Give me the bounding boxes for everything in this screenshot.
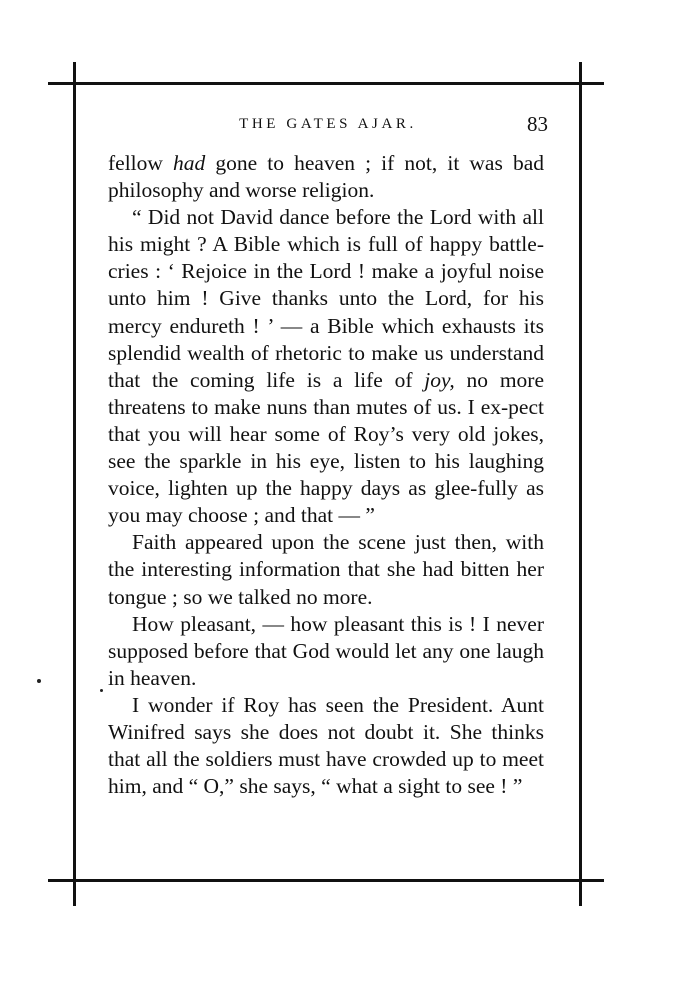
text-run: no more threatens to make nuns than mutes of us. I ex-pect that you will hear some of Roy’s very old jokes, see the sparkle in his eye, listen to his laughing voice, lighten up the happy days as glee-fully as you may choose ; and that — ” [108,367,544,528]
italic-text-run: had [173,151,206,175]
text-run: Faith appeared upon the scene just then, with the interesting information that she had bitten her tongue ; so we talked no more. [108,530,544,609]
page-body-text [108,150,544,800]
body-paragraph [108,150,544,204]
body-paragraph [108,611,544,692]
frame-left-rule [73,62,76,906]
italic-text-run: joy, [424,367,455,392]
frame-bottom-rule [48,879,604,882]
print-speck [37,679,41,683]
running-title: THE GATES AJAR. [239,116,417,132]
text-run: fellow [108,151,174,175]
text-run: I wonder if Roy has seen the President. Aunt Winifred says she does not doubt it. She thinks that all the soldiers must have crowded up to meet him, and “ O,” she says, “ what a sight to see ! ” [108,692,544,799]
frame-right-rule [579,62,582,906]
body-paragraph [108,204,544,529]
body-paragraph [108,692,544,800]
body-paragraph [108,529,544,610]
print-speck [100,689,103,692]
text-run: “ Did not David dance before the Lord with all his might ? A Bible which is full of happy battle-cries : ‘ Rejoice in the Lord ! make a joyful noise unto him ! Give thanks unto the Lord, for his mercy endureth ! ’ — a Bible which exhausts its splendid wealth of rhetoric to make us understand that the coming life is a life of [108,205,544,392]
text-run: How pleasant, — how pleasant this is ! I never supposed before that God would let any one laugh in heaven. [108,611,544,690]
frame-top-rule [48,82,604,85]
page-number: 83 [527,112,548,136]
text-run: gone to heaven ; if not, it was bad philosophy and worse religion. [108,151,544,203]
